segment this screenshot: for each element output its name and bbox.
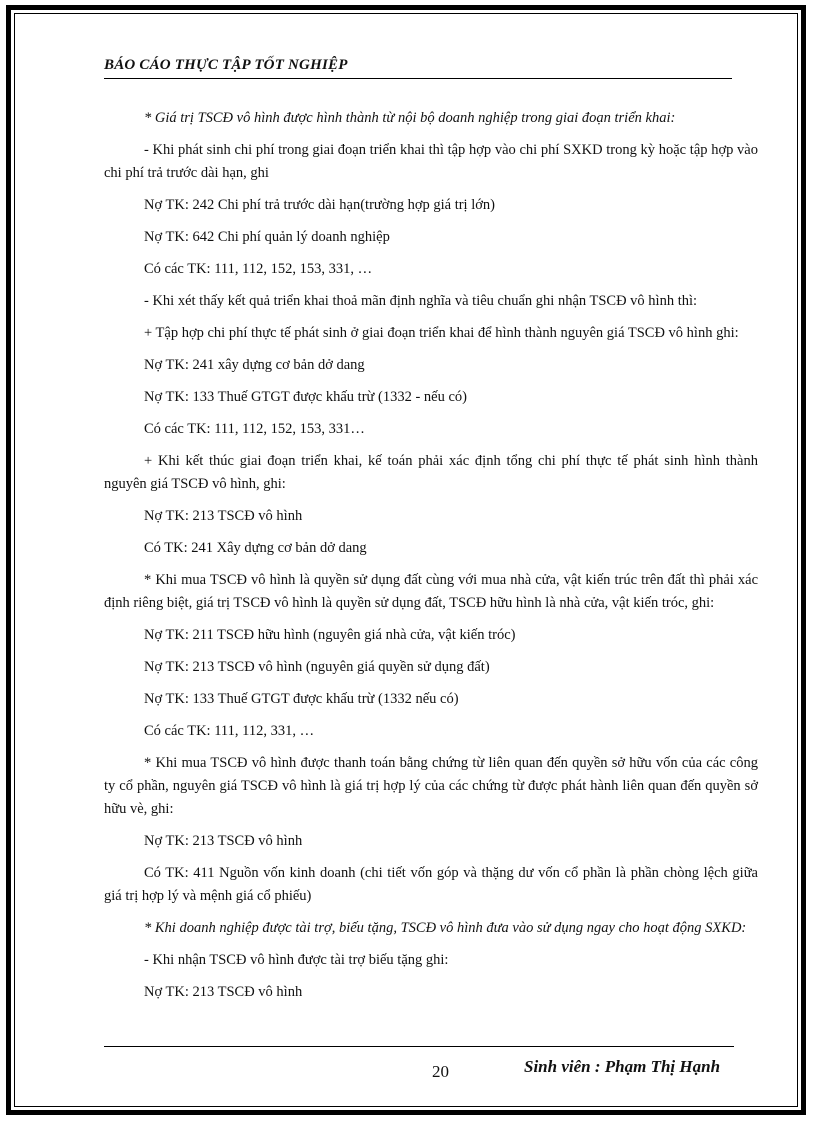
section-heading: * Giá trị TSCĐ vô hình được hình thành từ nội bộ doanh nghiệp trong giai đoạn triển khai:	[144, 110, 676, 126]
footer-divider	[104, 1046, 734, 1047]
journal-entry: Nợ TK: 213 TSCĐ vô hình	[144, 508, 303, 524]
journal-entry: Có các TK: 111, 112, 152, 153, 331, …	[144, 261, 373, 277]
body-paragraph: + Tập hợp chi phí thực tế phát sinh ở giai đoạn triển khai để hình thành nguyên giá TSCĐ vô hình ghi:	[144, 325, 739, 341]
section-heading: * Khi doanh nghiệp được tài trợ, biếu tặng, TSCĐ vô hình đưa vào sử dụng ngay cho hoạt động SXKD:	[144, 920, 747, 936]
journal-entry: Nợ TK: 213 TSCĐ vô hình	[144, 833, 303, 849]
report-header-title: BÁO CÁO THỰC TẬP TỐT NGHIỆP	[104, 57, 348, 73]
document-body	[104, 107, 758, 1013]
body-paragraph: * Khi mua TSCĐ vô hình được thanh toán bằng chứng từ liên quan đến quyền sở hữu vốn của các công ty cổ phần, nguyên giá TSCĐ vô hình là giá trị hợp lý của các chứng từ được phát hành liên quan đến quyền sở hữu vè, ghi:	[104, 755, 758, 817]
header-divider	[104, 78, 732, 79]
page-number: 20	[432, 1062, 449, 1081]
journal-entry: Nợ TK: 213 TSCĐ vô hình	[144, 984, 303, 1000]
body-paragraph: - Khi phát sinh chi phí trong giai đoạn triển khai thì tập hợp vào chi phí SXKD trong kỳ hoặc tập hợp vào chi phí trả trước dài hạn, ghi	[104, 142, 758, 181]
journal-entry: Nợ TK: 242 Chi phí trả trước dài hạn(trường hợp giá trị lớn)	[144, 197, 495, 213]
body-paragraph: * Khi mua TSCĐ vô hình là quyền sử dụng đất cùng với mua nhà cửa, vật kiến trúc trên đất thì phải xác định riêng biệt, giá trị TSCĐ vô hình là quyền sử dụng đất, TSCĐ hữu hình là nhà cửa, vật kiến tróc, ghi:	[104, 572, 758, 611]
journal-entry: Có các TK: 111, 112, 331, …	[144, 723, 315, 739]
journal-entry: Nợ TK: 241 xây dựng cơ bản dở dang	[144, 357, 365, 373]
journal-entry: Có các TK: 111, 112, 152, 153, 331…	[144, 421, 365, 437]
journal-entry: Nợ TK: 133 Thuế GTGT được khấu trừ (1332 nếu có)	[144, 691, 459, 707]
journal-entry: Nợ TK: 642 Chi phí quản lý doanh nghiệp	[144, 229, 390, 245]
body-paragraph: - Khi nhận TSCĐ vô hình được tài trợ biếu tặng ghi:	[144, 952, 449, 968]
journal-entry: Có TK: 241 Xây dựng cơ bản dở dang	[144, 540, 367, 556]
journal-entry: Nợ TK: 133 Thuế GTGT được khấu trừ (1332 - nếu có)	[144, 389, 468, 405]
journal-entry: Nợ TK: 213 TSCĐ vô hình (nguyên giá quyền sử dụng đất)	[144, 659, 490, 675]
body-paragraph: - Khi xét thấy kết quả triển khai thoả mãn định nghĩa và tiêu chuẩn ghi nhận TSCĐ vô hình thì:	[144, 293, 698, 309]
body-paragraph: Có TK: 411 Nguồn vốn kinh doanh (chi tiết vốn góp và thặng dư vốn cổ phần là phần chòng lệch giữa giá trị hợp lý và mệnh giá cổ phiếu)	[104, 865, 758, 904]
footer-author: Sinh viên : Phạm Thị Hạnh	[524, 1057, 721, 1076]
journal-entry: Nợ TK: 211 TSCĐ hữu hình (nguyên giá nhà cửa, vật kiến tróc)	[144, 627, 516, 643]
body-paragraph: + Khi kết thúc giai đoạn triển khai, kế toán phải xác định tổng chi phí thực tế phát sinh hình thành nguyên giá TSCĐ vô hình, ghi:	[104, 453, 758, 492]
